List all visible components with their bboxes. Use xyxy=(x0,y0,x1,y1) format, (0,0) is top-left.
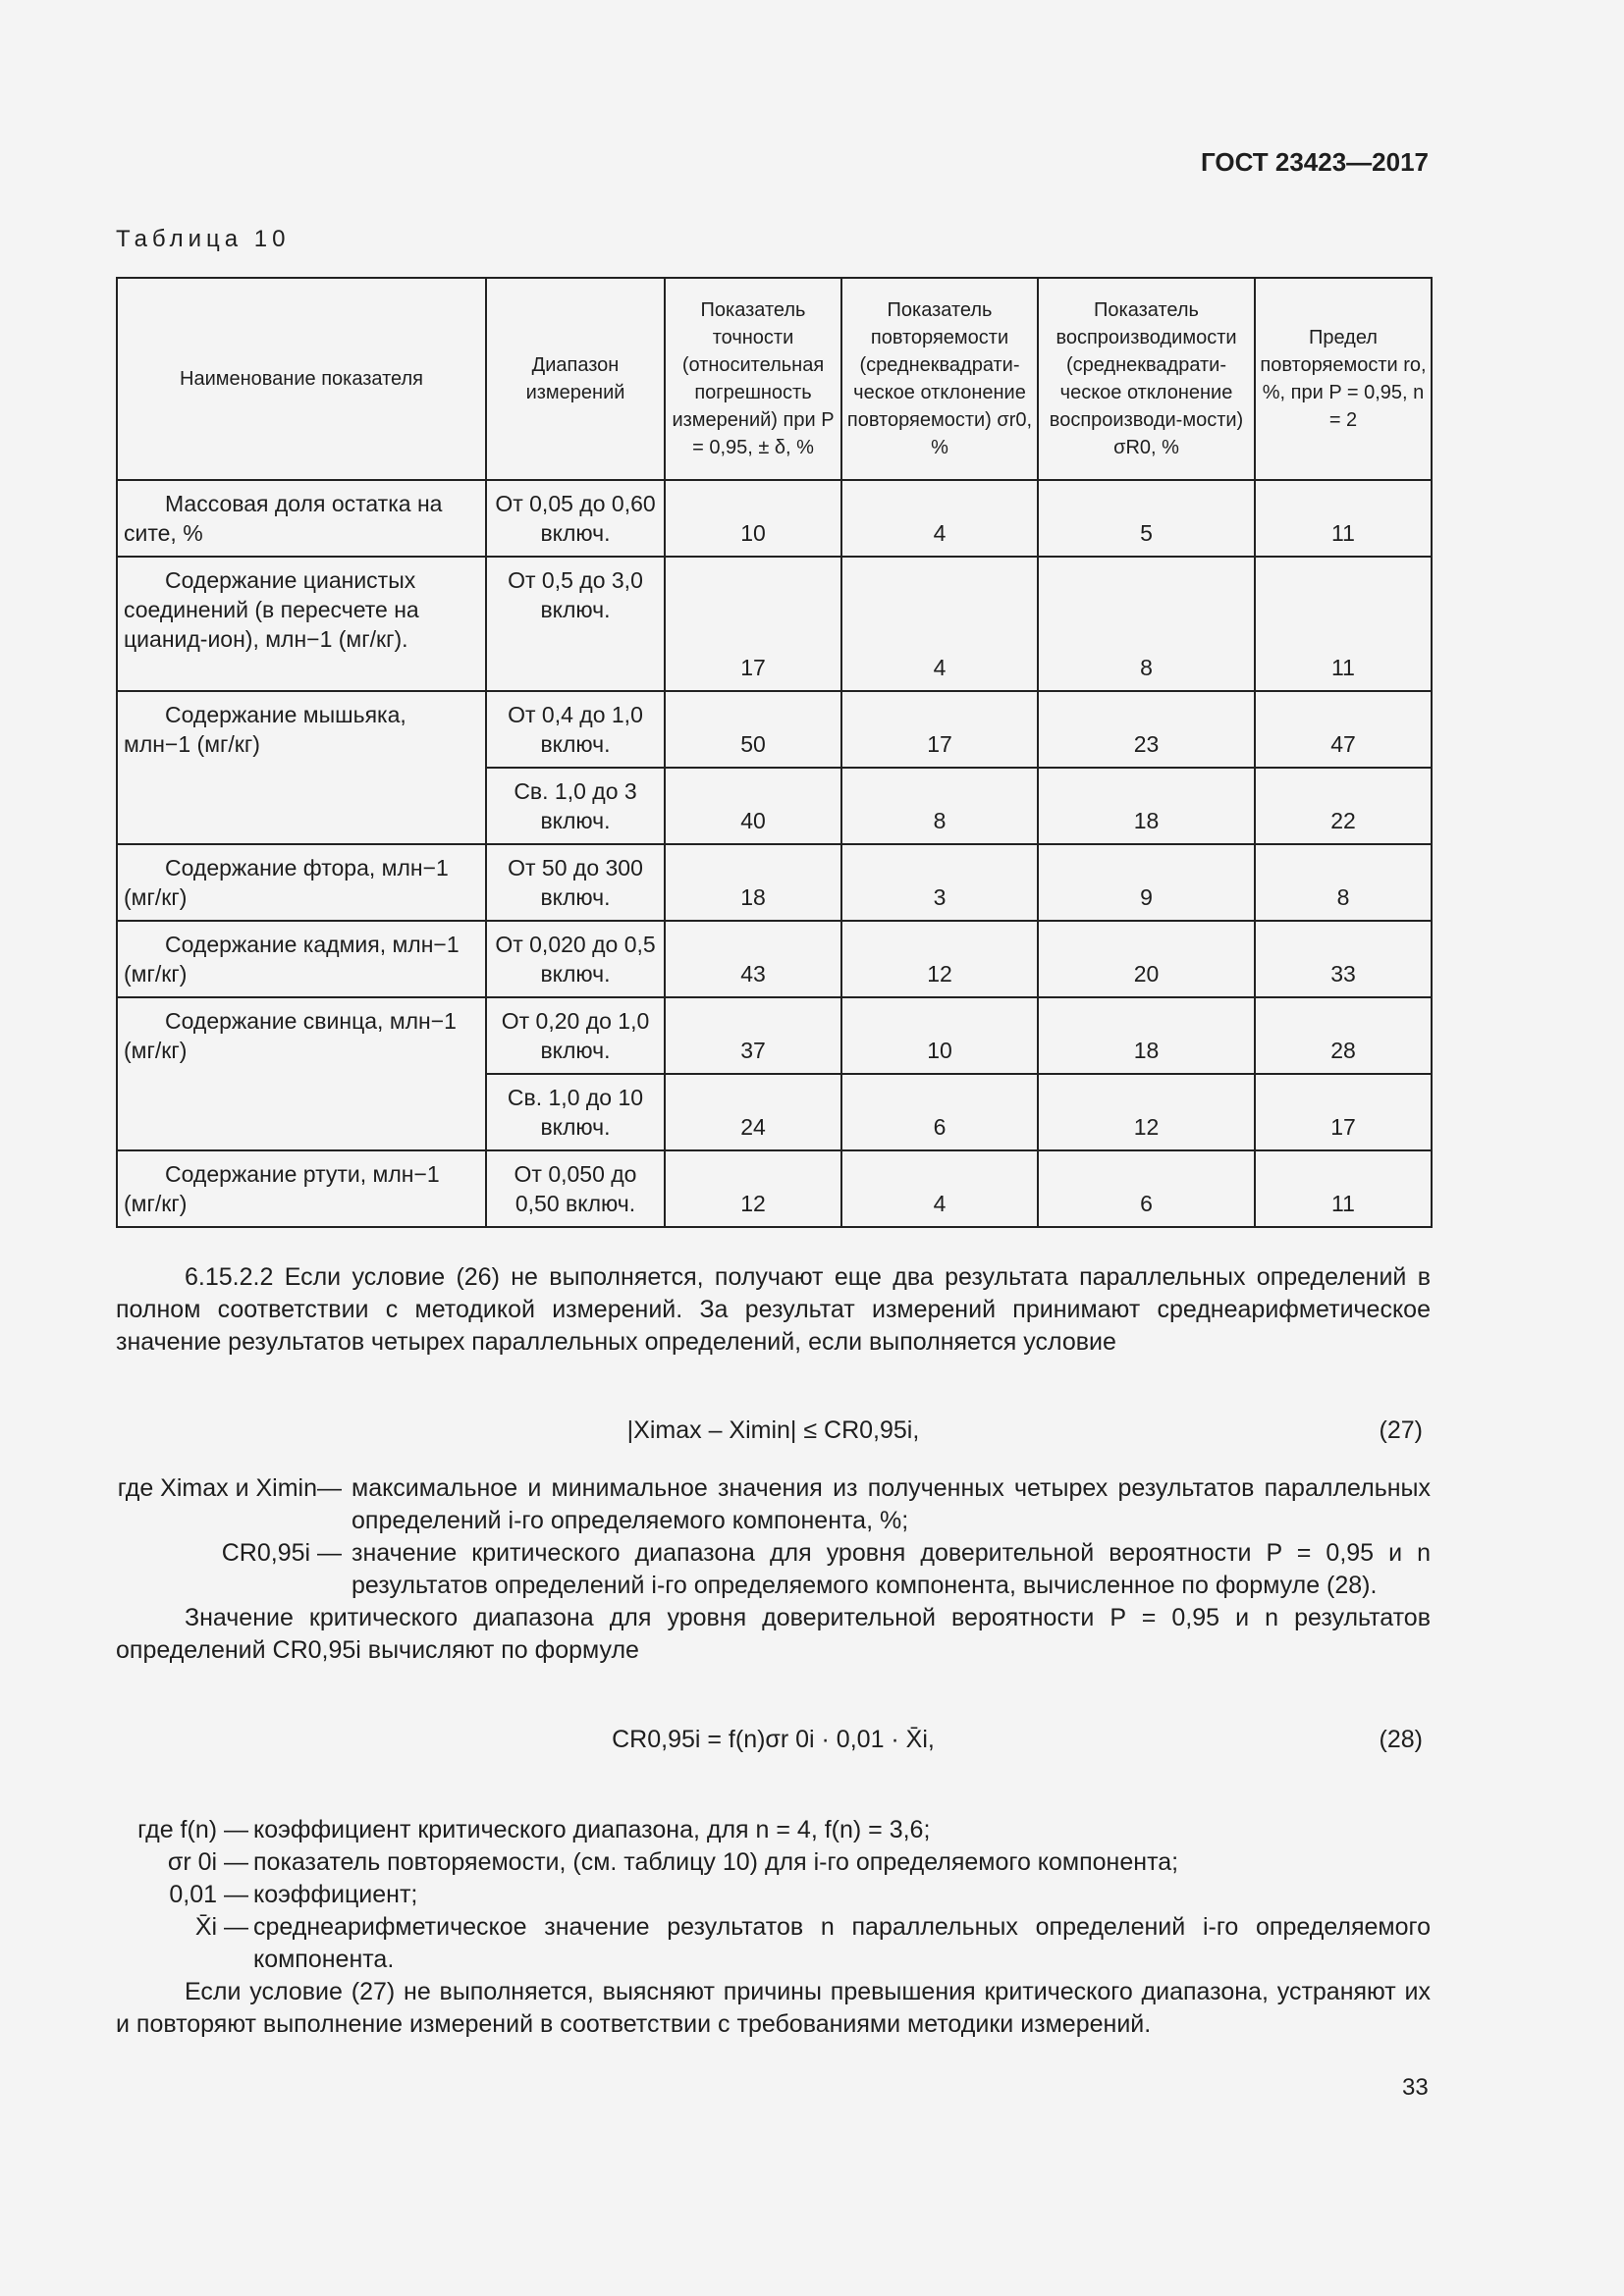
row-name: Массовая доля остатка на сите, % xyxy=(117,480,486,557)
cell-repeatability: 8 xyxy=(841,768,1038,844)
row-name: Содержание цианистых соединений (в пересчете на цианид-ион), млн−1 (мг/кг). xyxy=(117,557,486,691)
legend-item xyxy=(116,1814,1431,1846)
formula-27-expression: |Ximax – Ximin| ≤ CR0,95i, xyxy=(626,1416,920,1444)
cell-repeatability: 3 xyxy=(841,844,1038,921)
cell-reproducibility: 9 xyxy=(1038,844,1255,921)
legend-symbol: где Ximax и Ximin— xyxy=(117,1474,342,1502)
cell-limit: 17 xyxy=(1255,1074,1432,1150)
cell-accuracy: 12 xyxy=(665,1150,841,1227)
table-row xyxy=(117,1150,1432,1227)
standard-header: ГОСТ 23423—2017 xyxy=(1201,147,1429,177)
row-name: Содержание мышьяка, млн−1 (мг/кг) xyxy=(117,691,486,844)
cell-repeatability: 4 xyxy=(841,480,1038,557)
formula-28-number: (28) xyxy=(1379,1726,1423,1753)
cell-limit: 47 xyxy=(1255,691,1432,768)
legend-symbol: σr 0i — xyxy=(167,1848,248,1876)
row-range: От 0,5 до 3,0 включ. xyxy=(486,557,665,691)
row-range: От 0,4 до 1,0 включ. xyxy=(486,691,665,768)
legend-item xyxy=(116,1537,1431,1602)
cell-repeatability: 4 xyxy=(841,557,1038,691)
cell-accuracy: 10 xyxy=(665,480,841,557)
formula-28-expression: CR0,95i = f(n)σr 0i · 0,01 · X̄i, xyxy=(612,1726,935,1753)
cell-accuracy: 40 xyxy=(665,768,841,844)
row-range: От 0,05 до 0,60 включ. xyxy=(486,480,665,557)
legend-item xyxy=(116,1911,1431,1976)
legend-item xyxy=(116,1472,1431,1537)
row-range: Св. 1,0 до 10 включ. xyxy=(486,1074,665,1150)
cell-reproducibility: 12 xyxy=(1038,1074,1255,1150)
col-header-accuracy: Показатель точности (относительная погрешность измерений) при P = 0,95, ± δ, % xyxy=(665,278,841,480)
paragraph-condition-failed: Если условие (27) не выполняется, выясняют причины превышения критического диапазона, устраняют их и повторяют выполнение измерений в соответствии с требованиями методики измерений. xyxy=(116,1978,1431,2038)
table-row xyxy=(117,997,1432,1074)
cell-repeatability: 6 xyxy=(841,1074,1038,1150)
data-table xyxy=(116,277,1433,1228)
formula-28 xyxy=(116,1726,1431,1759)
section-paragraph xyxy=(116,1261,1431,1359)
legend-text: показатель повторяемости, (см. таблицу 10) для i-го определяемого компонента; xyxy=(253,1848,1179,1876)
col-header-repeatability: Показатель повторяемости (среднеквадрати-ческое отклонение повторяемости) σr0, % xyxy=(841,278,1038,480)
cell-limit: 11 xyxy=(1255,1150,1432,1227)
cell-reproducibility: 5 xyxy=(1038,480,1255,557)
legend-symbol: 0,01 — xyxy=(169,1881,248,1908)
page-number: 33 xyxy=(1402,2074,1429,2101)
legend-text: коэффициент; xyxy=(253,1881,418,1908)
table-row xyxy=(117,557,1432,691)
row-range: От 0,20 до 1,0 включ. xyxy=(486,997,665,1074)
row-range: От 50 до 300 включ. xyxy=(486,844,665,921)
row-name: Содержание ртути, млн−1 (мг/кг) xyxy=(117,1150,486,1227)
cell-limit: 11 xyxy=(1255,480,1432,557)
row-range: От 0,020 до 0,5 включ. xyxy=(486,921,665,997)
legend-symbol: где f(n) — xyxy=(137,1816,248,1843)
legend-symbol: CR0,95i — xyxy=(221,1539,342,1567)
formula-27-number: (27) xyxy=(1379,1416,1423,1444)
col-header-range: Диапазон измерений xyxy=(486,278,665,480)
cell-repeatability: 12 xyxy=(841,921,1038,997)
cell-repeatability: 10 xyxy=(841,997,1038,1074)
formula-28-legend xyxy=(116,1814,1431,2041)
cell-repeatability: 4 xyxy=(841,1150,1038,1227)
table-row xyxy=(117,480,1432,557)
paragraph-6-15-2-2: 6.15.2.2 Если условие (26) не выполняется, получают еще два результата параллельных определений в полном соответствии с методикой измерений. За результат измерений принимают среднеарифметическое значение результатов четырех параллельных определений, если выполняется условие xyxy=(116,1263,1431,1356)
cell-accuracy: 43 xyxy=(665,921,841,997)
col-header-reproducibility: Показатель воспроизводимости (среднеквадрати-ческое отклонение воспроизводи-мости) σR0, % xyxy=(1038,278,1255,480)
table-header-row xyxy=(117,278,1432,480)
legend-symbol: X̄i — xyxy=(194,1913,248,1941)
legend-text: среднеарифметическое значение результатов n параллельных определений i-го определяемого компонента. xyxy=(253,1913,1431,1973)
table-row xyxy=(117,921,1432,997)
cell-reproducibility: 6 xyxy=(1038,1150,1255,1227)
cell-reproducibility: 18 xyxy=(1038,768,1255,844)
cell-reproducibility: 8 xyxy=(1038,557,1255,691)
col-header-name: Наименование показателя xyxy=(117,278,486,480)
cell-reproducibility: 20 xyxy=(1038,921,1255,997)
cell-accuracy: 50 xyxy=(665,691,841,768)
row-name: Содержание кадмия, млн−1 (мг/кг) xyxy=(117,921,486,997)
cell-accuracy: 17 xyxy=(665,557,841,691)
table-caption: Таблица 10 xyxy=(116,226,291,252)
cell-limit: 8 xyxy=(1255,844,1432,921)
legend-item xyxy=(116,1846,1431,1879)
cell-limit: 28 xyxy=(1255,997,1432,1074)
cell-accuracy: 37 xyxy=(665,997,841,1074)
cell-reproducibility: 18 xyxy=(1038,997,1255,1074)
legend-text: значение критического диапазона для уровня доверительной вероятности P = 0,95 и n результатов определений i-го определяемого компонента, вычисленное по формуле (28). xyxy=(352,1539,1431,1599)
cell-limit: 11 xyxy=(1255,557,1432,691)
cell-limit: 22 xyxy=(1255,768,1432,844)
row-name: Содержание фтора, млн−1 (мг/кг) xyxy=(117,844,486,921)
cell-reproducibility: 23 xyxy=(1038,691,1255,768)
col-header-limit: Предел повторяемости ro, %, при P = 0,95, n = 2 xyxy=(1255,278,1432,480)
table-row xyxy=(117,844,1432,921)
row-range: От 0,050 до 0,50 включ. xyxy=(486,1150,665,1227)
row-range: Св. 1,0 до 3 включ. xyxy=(486,768,665,844)
cell-accuracy: 24 xyxy=(665,1074,841,1150)
legend-text: максимальное и минимальное значения из полученных четырех результатов параллельных определений i-го определяемого компонента, %; xyxy=(352,1474,1431,1534)
cell-accuracy: 18 xyxy=(665,844,841,921)
cell-repeatability: 17 xyxy=(841,691,1038,768)
paragraph-critical-range: Значение критического диапазона для уровня доверительной вероятности P = 0,95 и n результатов определений CR0,95i вычисляют по формуле xyxy=(116,1604,1431,1664)
formula-27 xyxy=(116,1416,1431,1450)
legend-item xyxy=(116,1879,1431,1911)
table-row xyxy=(117,691,1432,768)
legend-text: коэффициент критического диапазона, для n = 4, f(n) = 3,6; xyxy=(253,1816,931,1843)
cell-limit: 33 xyxy=(1255,921,1432,997)
row-name: Содержание свинца, млн−1 (мг/кг) xyxy=(117,997,486,1150)
formula-27-legend xyxy=(116,1472,1431,1667)
